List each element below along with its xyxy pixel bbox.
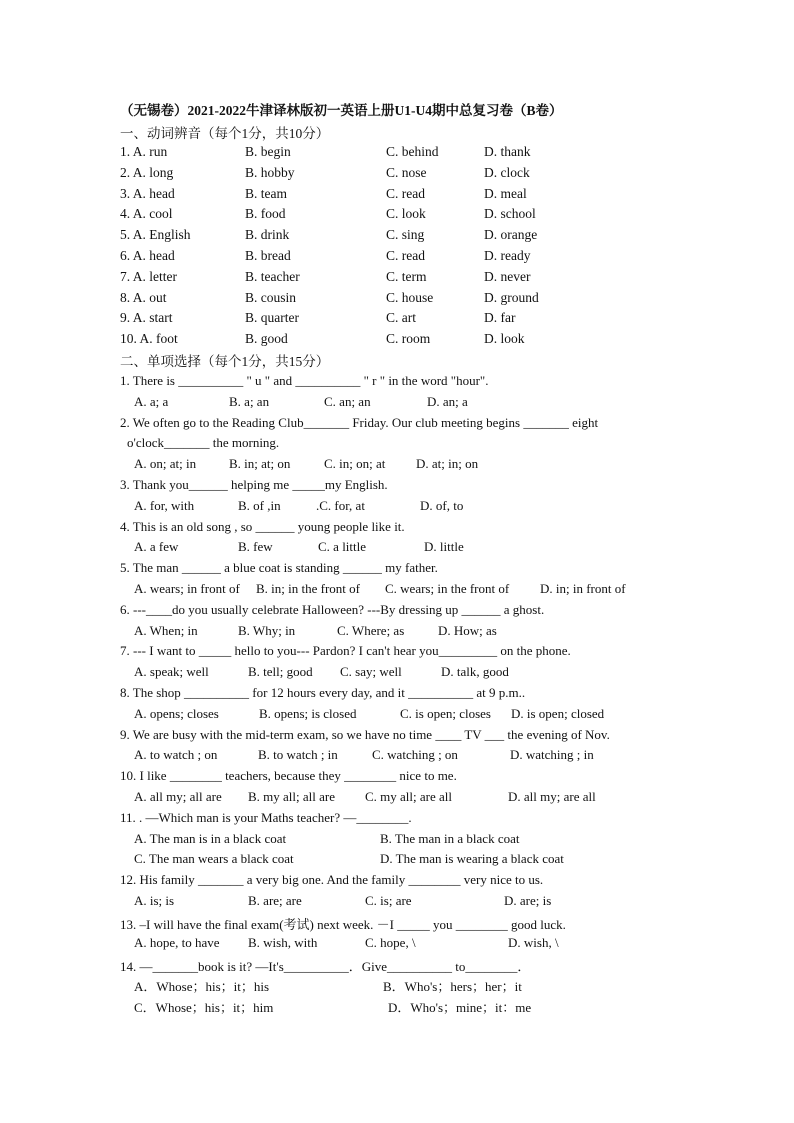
q3-option-c: .C. for, at <box>316 498 365 513</box>
pronunciation-option: 2. A. long <box>120 164 174 180</box>
q9-option-b: B. to watch ; in <box>258 747 338 762</box>
pronunciation-option: C. behind <box>386 144 439 159</box>
question-14: 14. —_______book is it? —It's__________．Give__________ to________． <box>120 959 531 974</box>
q3-option-d: D. of, to <box>420 498 464 513</box>
pronunciation-row <box>120 206 680 226</box>
q13-option-a: A. hope, to have <box>134 935 220 950</box>
q5-option-d: D. in; in front of <box>540 581 626 596</box>
pronunciation-option: D. orange <box>484 227 538 243</box>
question-4: 4. This is an old song , so ______ young people like it. <box>120 519 405 534</box>
pronunciation-row <box>120 144 680 164</box>
pronunciation-option: C. look <box>386 206 426 222</box>
pronunciation-option: B. bread <box>245 248 291 263</box>
q12-option-b: B. are; are <box>248 893 302 908</box>
pronunciation-option: 9. A. start <box>120 310 173 326</box>
pronunciation-option: D. ground <box>484 289 539 305</box>
q1-option-d: D. an; a <box>427 394 468 409</box>
question-3: 3. Thank you______ helping me _____my English. <box>120 477 388 492</box>
pronunciation-option: B. food <box>245 206 286 222</box>
q2-option-d: D. at; in; on <box>416 456 479 471</box>
q10-option-d: D. all my; are all <box>508 789 596 804</box>
q14-option-a: A．Whose；his；it；his <box>134 979 270 994</box>
q2-option-b: B. in; at; on <box>229 456 291 471</box>
q13-option-c: C. hope, \ <box>365 935 416 950</box>
question-9: 9. We are busy with the mid-term exam, so we have no time ____ TV ___ the evening of Nov. <box>120 727 610 742</box>
q10-option-c: C. my all; are all <box>365 789 453 804</box>
pronunciation-option: 8. A. out <box>120 289 167 305</box>
question-2-line-1: 2. We often go to the Reading Club_______ Friday. Our club meeting begins _______ eight <box>120 415 599 430</box>
q10-option-a: A. all my; all are <box>134 789 222 804</box>
pronunciation-option: B. teacher <box>245 268 300 284</box>
pronunciation-option: D. far <box>484 310 516 326</box>
pronunciation-option: D. ready <box>484 248 531 263</box>
q4-option-a: A. a few <box>134 539 179 554</box>
section-1-header: 一、动词辨音（每个1分，共10分） <box>120 126 330 141</box>
pronunciation-option: B. hobby <box>245 164 295 180</box>
question-11: 11. . —Which man is your Maths teacher? —________. <box>120 810 412 825</box>
q3-option-a: A. for, with <box>134 498 195 513</box>
question-6: 6. ---____do you usually celebrate Halloween? ---By dressing up ______ a ghost. <box>120 602 545 617</box>
pronunciation-row <box>120 331 680 351</box>
pronunciation-row <box>120 290 680 310</box>
q14-option-b: B．Who's；hers；her；it <box>383 979 522 994</box>
q8-option-d: D. is open; closed <box>511 706 605 721</box>
q8-option-b: B. opens; is closed <box>259 706 357 721</box>
q11-option-d: D. The man is wearing a black coat <box>380 851 564 866</box>
pronunciation-option: D. meal <box>484 185 527 201</box>
q5-option-b: B. in; in the front of <box>256 581 360 596</box>
pronunciation-option: B. begin <box>245 144 291 159</box>
q4-option-b: B. few <box>238 539 273 554</box>
pronunciation-option: D. thank <box>484 144 531 159</box>
pronunciation-row <box>120 269 680 289</box>
q12-option-c: C. is; are <box>365 893 412 908</box>
page-title: （无锡卷）2021-2022牛津译林版初一英语上册U1-U4期中总复习卷（B卷） <box>120 103 563 118</box>
pronunciation-option: B. team <box>245 185 287 201</box>
pronunciation-option: C. house <box>386 289 434 305</box>
pronunciation-option: 6. A. head <box>120 248 175 263</box>
q13-option-b: B. wish, with <box>248 935 318 950</box>
q11-option-c: C. The man wears a black coat <box>134 851 294 866</box>
pronunciation-option: B. quarter <box>245 310 299 326</box>
q3-option-b: B. of ,in <box>238 498 281 513</box>
q12-option-a: A. is; is <box>134 893 175 908</box>
pronunciation-option: C. room <box>386 331 431 347</box>
q2-option-c: C. in; on; at <box>324 456 386 471</box>
q1-option-b: B. a; an <box>229 394 270 409</box>
q1-option-c: C. an; an <box>324 394 371 409</box>
pronunciation-option: D. school <box>484 206 536 222</box>
question-5: 5. The man ______ a blue coat is standing ______ my father. <box>120 560 438 575</box>
pronunciation-option: 1. A. run <box>120 144 168 159</box>
q7-option-b: B. tell; good <box>248 664 313 679</box>
question-10: 10. I like ________ teachers, because they ________ nice to me. <box>120 768 457 783</box>
pronunciation-option: C. art <box>386 310 416 326</box>
pronunciation-row <box>120 248 680 268</box>
q11-option-a: A. The man is in a black coat <box>134 831 287 846</box>
pronunciation-option: C. term <box>386 268 427 284</box>
question-7: 7. --- I want to _____ hello to you--- Pardon? I can't hear you_________ on the phone. <box>120 643 571 658</box>
q6-option-c: C. Where; as <box>337 623 405 638</box>
question-2-line-2: o'clock_______ the morning. <box>127 435 280 450</box>
q9-option-c: C. watching ; on <box>372 747 458 762</box>
pronunciation-option: 7. A. letter <box>120 268 177 284</box>
pronunciation-option: B. cousin <box>245 289 297 305</box>
q2-option-a: A. on; at; in <box>134 456 197 471</box>
q8-option-c: C. is open; closes <box>400 706 491 721</box>
q7-option-d: D. talk, good <box>441 664 509 679</box>
pronunciation-option: B. good <box>245 331 288 347</box>
q9-option-d: D. watching ; in <box>510 747 594 762</box>
question-13: 13. –I will have the final exam(考试) next week. －I _____ you ________ good luck. <box>120 917 566 932</box>
pronunciation-option: B. drink <box>245 227 290 243</box>
q10-option-b: B. my all; all are <box>248 789 336 804</box>
pronunciation-option: C. sing <box>386 227 425 243</box>
q14-option-c: C．Whose；his；it；him <box>134 1000 274 1015</box>
pronunciation-option: C. read <box>386 185 425 201</box>
q4-option-d: D. little <box>424 539 464 554</box>
pronunciation-option: D. clock <box>484 164 530 180</box>
q7-option-c: C. say; well <box>340 664 402 679</box>
pronunciation-option: C. nose <box>386 164 427 180</box>
pronunciation-row <box>120 310 680 330</box>
pronunciation-option: 4. A. cool <box>120 206 173 222</box>
q11-option-b: B. The man in a black coat <box>380 831 520 846</box>
pronunciation-option: C. read <box>386 248 425 263</box>
q13-option-d: D. wish, \ <box>508 935 559 950</box>
q6-option-d: D. How; as <box>438 623 497 638</box>
q6-option-b: B. Why; in <box>238 623 296 638</box>
section-2-header: 二、单项选择（每个1分，共15分） <box>120 354 330 369</box>
pronunciation-row <box>120 227 680 247</box>
pronunciation-row <box>120 186 680 206</box>
q12-option-d: D. are; is <box>504 893 552 908</box>
q1-option-a: A. a; a <box>134 394 169 409</box>
q14-option-d: D．Who's；mine；it：me <box>388 1000 532 1015</box>
q5-option-c: C. wears; in the front of <box>385 581 510 596</box>
q9-option-a: A. to watch ; on <box>134 747 218 762</box>
question-12: 12. His family _______ a very big one. And the family ________ very nice to us. <box>120 872 544 887</box>
q8-option-a: A. opens; closes <box>134 706 219 721</box>
pronunciation-option: D. never <box>484 268 531 284</box>
q6-option-a: A. When; in <box>134 623 198 638</box>
q7-option-a: A. speak; well <box>134 664 209 679</box>
q4-option-c: C. a little <box>318 539 367 554</box>
question-8: 8. The shop __________ for 12 hours every day, and it __________ at 9 p.m.. <box>120 685 526 700</box>
pronunciation-row <box>120 165 680 185</box>
pronunciation-option: 10. A. foot <box>120 331 178 347</box>
pronunciation-option: 5. A. English <box>120 227 191 243</box>
question-1: 1. There is __________ " u " and __________ " r " in the word "hour". <box>120 373 489 388</box>
q5-option-a: A. wears; in front of <box>134 581 240 596</box>
pronunciation-option: 3. A. head <box>120 185 175 201</box>
pronunciation-option: D. look <box>484 331 525 347</box>
